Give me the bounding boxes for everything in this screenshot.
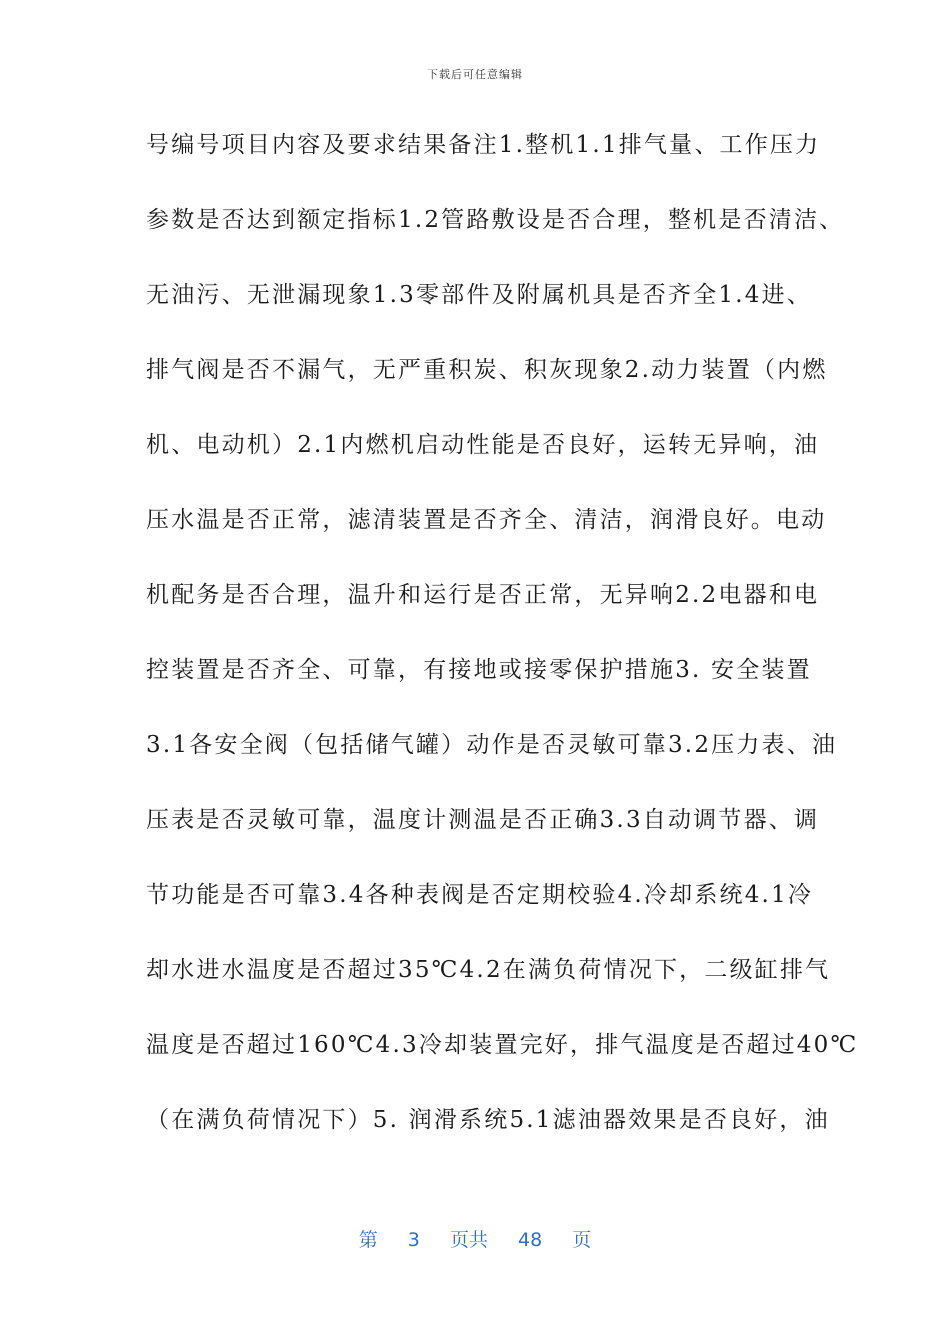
total-pages-number: 48 <box>518 1229 543 1251</box>
footer-middle: 页共 <box>449 1229 488 1251</box>
header-note: 下载后可任意编辑 <box>427 68 523 81</box>
text-line: 压表是否灵敏可靠，温度计测温是否正确3.3自动调节器、调 <box>146 807 820 833</box>
text-line: 机配务是否合理，温升和运行是否正常，无异响2.2电器和电 <box>146 582 820 608</box>
text-line: 节功能是否可靠3.4各种表阀是否定期校验4.冷却系统4.1冷 <box>146 882 814 908</box>
text-line: （在满负荷情况下）5. 润滑系统5.1滤油器效果是否良好，油 <box>146 1107 830 1133</box>
page-footer <box>0 1225 950 1252</box>
text-line: 机、电动机）2.1内燃机启动性能是否良好，运转无异响，油 <box>146 432 820 458</box>
text-line: 温度是否超过160℃4.3冷却装置完好，排气温度是否超过40℃ <box>146 1032 859 1058</box>
text-line: 无油污、无泄漏现象1.3零部件及附属机具是否齐全1.4进、 <box>146 282 812 308</box>
text-line: 排气阀是否不漏气，无严重积炭、积灰现象2.动力装置（内燃 <box>146 357 828 383</box>
text-line: 控装置是否齐全、可靠，有接地或接零保护措施3. 安全装置 <box>146 657 812 683</box>
text-line: 压水温是否正常，滤清装置是否齐全、清洁，润滑良好。电动 <box>146 507 827 533</box>
current-page-number: 3 <box>407 1229 420 1251</box>
text-line: 参数是否达到额定指标1.2管路敷设是否合理，整机是否清洁、 <box>146 207 845 233</box>
text-line: 号编号项目内容及要求结果备注1.整机1.1排气量、工作压力 <box>146 132 821 158</box>
footer-prefix: 第 <box>358 1229 378 1251</box>
text-line: 却水进水温度是否超过35℃4.2在满负荷情况下，二级缸排气 <box>146 957 831 983</box>
footer-suffix: 页 <box>572 1229 592 1251</box>
text-line: 3.1各安全阀（包括储气罐）动作是否灵敏可靠3.2压力表、油 <box>146 732 838 758</box>
document-body <box>146 121 859 1171</box>
